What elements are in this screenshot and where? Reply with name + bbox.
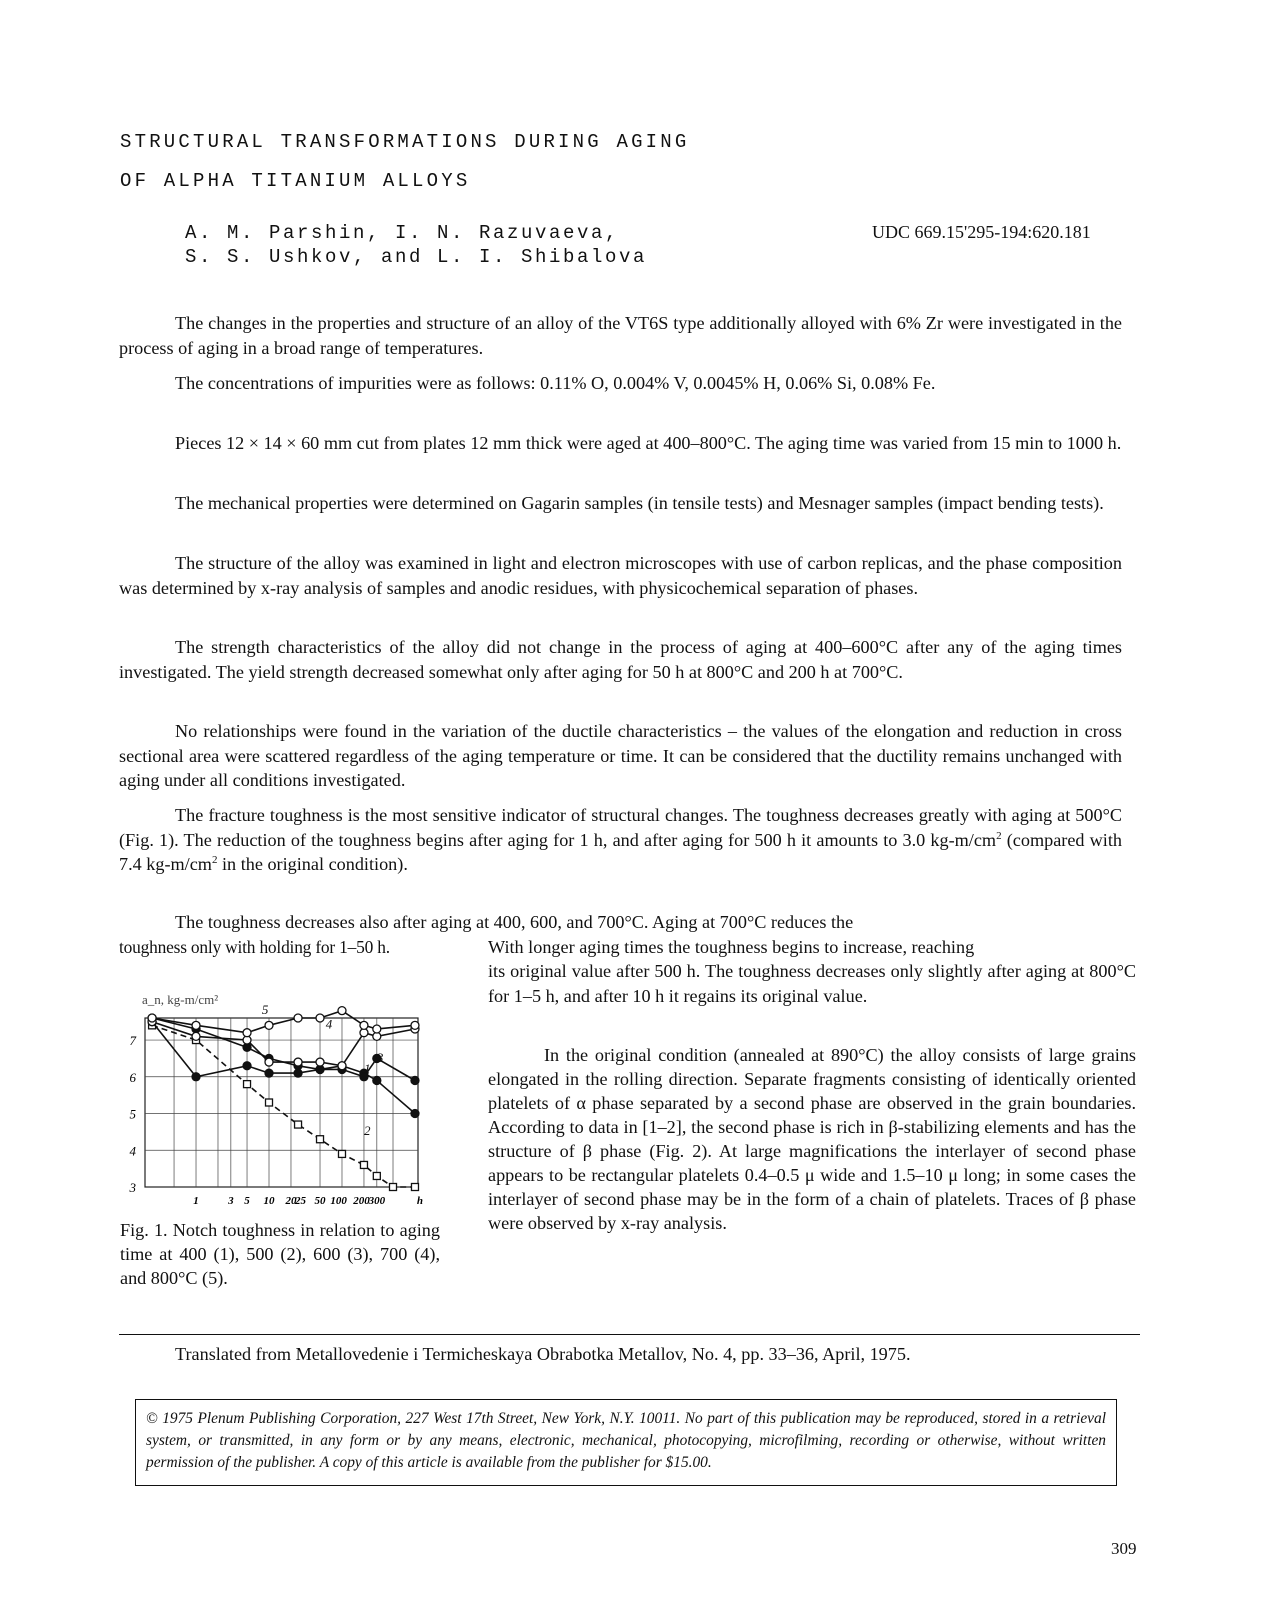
authors-line-1: A. M. Parshin, I. N. Razuvaeva, [185, 222, 620, 244]
y-axis-label: a_n, kg-m/cm² [142, 992, 219, 1007]
data-point-5 [411, 1021, 419, 1029]
data-point-2 [338, 1150, 345, 1157]
authors-line-2: S. S. Ushkov, and L. I. Shibalova [185, 246, 648, 268]
data-point-2 [266, 1099, 273, 1106]
y-tick-label: 4 [129, 1143, 136, 1159]
y-tick-label: 7 [129, 1033, 136, 1049]
data-point-4 [316, 1058, 324, 1066]
x-axis-ticks [193, 1195, 423, 1207]
paragraph-8-part-b: (compared with 7.4 kg-m/cm [119, 829, 1122, 874]
data-point-2 [390, 1184, 397, 1191]
chart-series [148, 1007, 419, 1191]
x-tick-label: 50 [314, 1195, 326, 1207]
paragraph-8 [119, 803, 1122, 877]
copyright-box: © 1975 Plenum Publishing Corporation, 227 West 17th Street, New York, N.Y. 10011. No part of this publication may be reproduced, stored in a retrieval system, or transmitted, in any form or by any means, electronic, mechanical, photocopying, microfilming, recording or otherwise, without written permission of the publisher. A copy of this article is available from the publisher for $15.00. [135, 1399, 1117, 1486]
data-point-5 [316, 1014, 324, 1022]
data-point-5 [294, 1014, 302, 1022]
data-point-4 [294, 1058, 302, 1066]
paragraph-5: The structure of the alloy was examined in light and electron microscopes with use of carbon replicas, and the phase composition was determined by x-ray analysis of samples and anodic residues, with physicochemical separation of phases. [119, 553, 1122, 598]
figure-1-chart [120, 992, 440, 1240]
figure-1-caption: Fig. 1. Notch toughness in relation to aging time at 400 (1), 500 (2), 600 (3), 700 (4), and 800°C (5). [120, 1220, 440, 1288]
page-number: 309 [1111, 1539, 1137, 1558]
paragraph-9-line-2-left: toughness only with holding for 1–50 h. [119, 937, 390, 957]
x-tick-label: 1 [193, 1195, 199, 1207]
footnote-rule [119, 1334, 1140, 1335]
data-point-2 [244, 1081, 251, 1088]
paragraph-8-part-c: in the original condition). [217, 854, 408, 874]
data-point-2 [317, 1136, 324, 1143]
y-tick-label: 3 [129, 1180, 136, 1195]
paragraph-6: The strength characteristics of the alloy did not change in the process of aging at 400–600°C after any of the aging times investigated. The yield strength decreased somewhat only after aging for 50 h at 800°C and 200 h at 700°C. [119, 637, 1122, 682]
x-tick-label: 10 [263, 1195, 275, 1207]
series-label-3: 3 [376, 1049, 384, 1065]
series-label-1: 1 [363, 1060, 371, 1076]
x-tick-label: 5 [244, 1195, 250, 1207]
data-point-3 [243, 1062, 251, 1070]
data-point-5 [360, 1021, 368, 1029]
data-point-3 [411, 1076, 419, 1084]
series-line-2 [152, 1025, 415, 1187]
data-point-5 [338, 1007, 346, 1015]
paragraph-9-continued: its original value after 500 h. The toughness decreases only slightly after aging at 800°C for 1–5 h, and after 10 h it regains its original value. [488, 961, 1136, 1006]
superscript: 2 [996, 829, 1002, 842]
data-point-4 [338, 1062, 346, 1070]
x-tick-label: 300 [368, 1195, 386, 1207]
data-point-5 [265, 1021, 273, 1029]
translation-note: Translated from Metallovedenie i Termicheskaya Obrabotka Metallov, No. 4, pp. 33–36, April, 1975. [175, 1344, 911, 1364]
y-axis-ticks [129, 1033, 137, 1195]
article-title-line-2: OF ALPHA TITANIUM ALLOYS [120, 170, 471, 192]
data-point-2 [411, 1184, 418, 1191]
paragraph-7: No relationships were found in the variation of the ductile characteristics – the values of the elongation and reduction in cross sectional area were scattered regardless of the aging temperature or time. It can be considered that the ductility remains unchanged with aging under all conditions investigated. [119, 721, 1122, 790]
data-point-2 [360, 1161, 367, 1168]
paragraph-2: The concentrations of impurities were as follows: 0.11% O, 0.004% V, 0.0045% H, 0.06% Si, 0.08% Fe. [175, 373, 936, 393]
series-label-4: 4 [325, 1016, 333, 1032]
data-point-3 [294, 1069, 302, 1077]
x-tick-label: h [416, 1195, 424, 1207]
article-title-line-1: STRUCTURAL TRANSFORMATIONS DURING AGING [120, 131, 690, 153]
paragraph-4: The mechanical properties were determined on Gagarin samples (in tensile tests) and Mesnager samples (impact bending tests). [175, 493, 1104, 513]
data-point-5 [243, 1029, 251, 1037]
series-label-5: 5 [261, 1002, 269, 1017]
data-point-1 [411, 1110, 419, 1118]
data-point-2 [373, 1172, 380, 1179]
data-point-5 [192, 1021, 200, 1029]
data-point-5 [148, 1014, 156, 1022]
data-point-3 [265, 1069, 273, 1077]
udc-code: UDC 669.15'295-194:620.181 [872, 222, 1091, 242]
data-point-5 [373, 1025, 381, 1033]
paragraph-8-part-a: The fracture toughness is the most sensitive indicator of structural changes. The toughness decreases greatly with aging at 500°C (Fig. 1). The reduction of the toughness begins after aging for 1 h, and after aging for 500 h it amounts to 3.0 kg-m/cm [119, 805, 1122, 850]
data-point-4 [192, 1032, 200, 1040]
x-tick-label: 25 [294, 1195, 306, 1207]
data-point-2 [295, 1121, 302, 1128]
x-tick-label: 200 [353, 1195, 370, 1207]
x-tick-label: 100 [330, 1195, 347, 1207]
series-label-2: 2 [363, 1123, 371, 1139]
data-point-3 [192, 1073, 200, 1081]
superscript: 2 [211, 853, 218, 866]
data-point-1 [373, 1076, 381, 1084]
paragraph-10: In the original condition (annealed at 890°C) the alloy consists of large grains elongated in the rolling direction. Separate fragments consisting of identically oriented platelets of α phase separated by a second phase are observed in the grain boundaries. According to data in [1–2], the second phase is rich in β-stabilizing elements and has the structure of β phase (Fig. 2). At large magnifications the interlayer of second phase appears to be rectangular platelets 0.4–0.5 μ wide and 1.5–10 μ long; in some cases the interlayer of second phase may be in the form of a chain of platelets. Traces of β phase were observed by x-ray analysis. [488, 1045, 1136, 1233]
x-tick-label: 3 [228, 1195, 234, 1207]
paragraph-9-line-1: The toughness decreases also after aging at 400, 600, and 700°C. Aging at 700°C reduces the [175, 912, 854, 932]
x-tick-label: 20 [285, 1195, 297, 1207]
paragraph-1: The changes in the properties and structure of an alloy of the VT6S type additionally alloyed with 6% Zr were investigated in the process of aging in a broad range of temperatures. [119, 313, 1122, 358]
paragraph-3: Pieces 12 × 14 × 60 mm cut from plates 12 mm thick were aged at 400–800°C. The aging time was varied from 15 min to 1000 h. [175, 433, 1122, 453]
chart-grid [145, 1018, 418, 1187]
data-point-4 [265, 1058, 273, 1066]
y-tick-label: 6 [129, 1069, 136, 1085]
paragraph-9-line-2-right: With longer aging times the toughness begins to increase, reaching [488, 937, 975, 957]
y-tick-label: 5 [129, 1106, 136, 1122]
